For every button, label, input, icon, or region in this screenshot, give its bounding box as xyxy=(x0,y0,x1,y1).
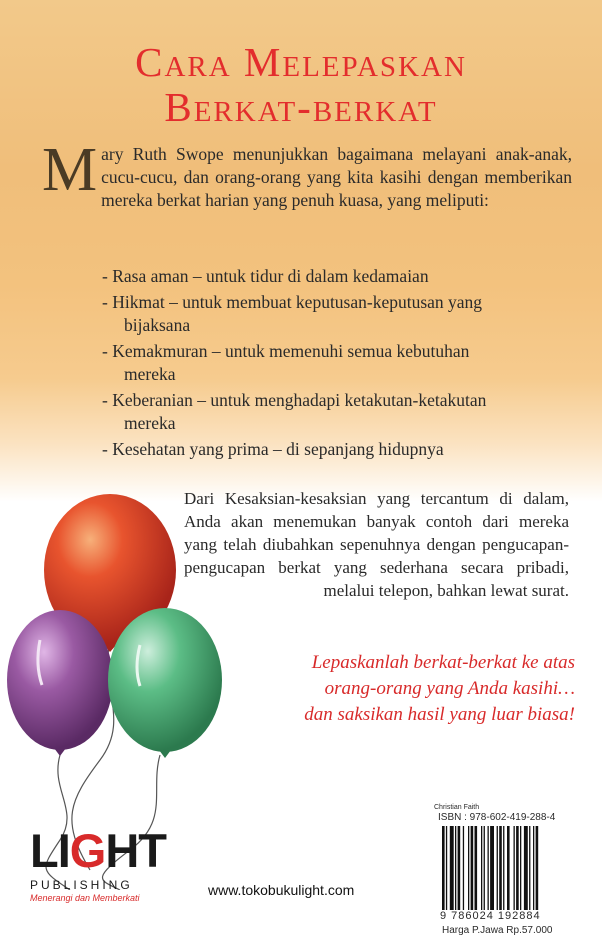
publisher-website[interactable]: www.tokobukulight.com xyxy=(208,882,355,898)
category-label: Christian Faith xyxy=(434,804,480,811)
price-label: Harga P.Jawa Rp.57.000 xyxy=(442,925,553,936)
drop-cap: M xyxy=(42,136,98,204)
logo-subtitle: PUBLISHING xyxy=(30,878,133,892)
intro-paragraph xyxy=(42,136,572,212)
closing-statement xyxy=(215,650,575,728)
list-item: - Keberanian – untuk menghadapi ketakutan-ketakutan mereka xyxy=(102,390,487,433)
isbn-label: ISBN : 978-602-419-288-4 xyxy=(438,812,556,823)
logo-tagline: Menerangi dan Memberkati xyxy=(30,893,140,903)
green-balloon xyxy=(108,608,222,758)
barcode-panel xyxy=(428,804,588,944)
logo-wordmark: LIGHT xyxy=(30,824,166,877)
list-item: - Hikmat – untuk membuat keputusan-keputusan yang bijaksana xyxy=(102,292,483,335)
closing-line-2: orang-orang yang Anda kasihi… xyxy=(324,678,575,699)
book-title xyxy=(0,40,602,130)
intro-text: ary Ruth Swope menunjukkan bagaimana melayani anak-anak, cucu-cucu, dan orang-orang yang kita kasihi dengan memberikan mereka berkat harian yang penuh kuasa, yang meliputi: xyxy=(101,144,572,210)
publisher-logo xyxy=(30,824,170,903)
title-line-1: Cara Melepaskan xyxy=(135,39,467,85)
list-item: - Kemakmuran – untuk memenuhi semua kebutuhan mereka xyxy=(102,341,470,384)
barcode-bars xyxy=(438,826,588,910)
closing-line-1: Lepaskanlah berkat-berkat ke atas xyxy=(311,652,575,673)
list-item: - Rasa aman – untuk tidur di dalam kedamaian xyxy=(102,266,429,286)
purple-balloon xyxy=(7,610,113,756)
list-item: - Kesehatan yang prima – di sepanjang hidupnya xyxy=(102,439,444,459)
closing-line-3: dan saksikan hasil yang luar biasa! xyxy=(304,704,575,725)
barcode-number: 9 786024 192884 xyxy=(440,910,541,922)
testimony-paragraph: Dari Kesaksian-kesaksian yang tercantum di dalam, Anda akan menemukan banyak contoh dari mereka yang telah diubahkan sepenuhnya dengan pengucapan-pengucapan berkat yang sederhana secara pribadi, melalui telepon, bahkan lewat surat. xyxy=(184,489,569,600)
title-line-2: Berkat-berkat xyxy=(164,84,438,130)
blessings-list xyxy=(102,265,572,464)
